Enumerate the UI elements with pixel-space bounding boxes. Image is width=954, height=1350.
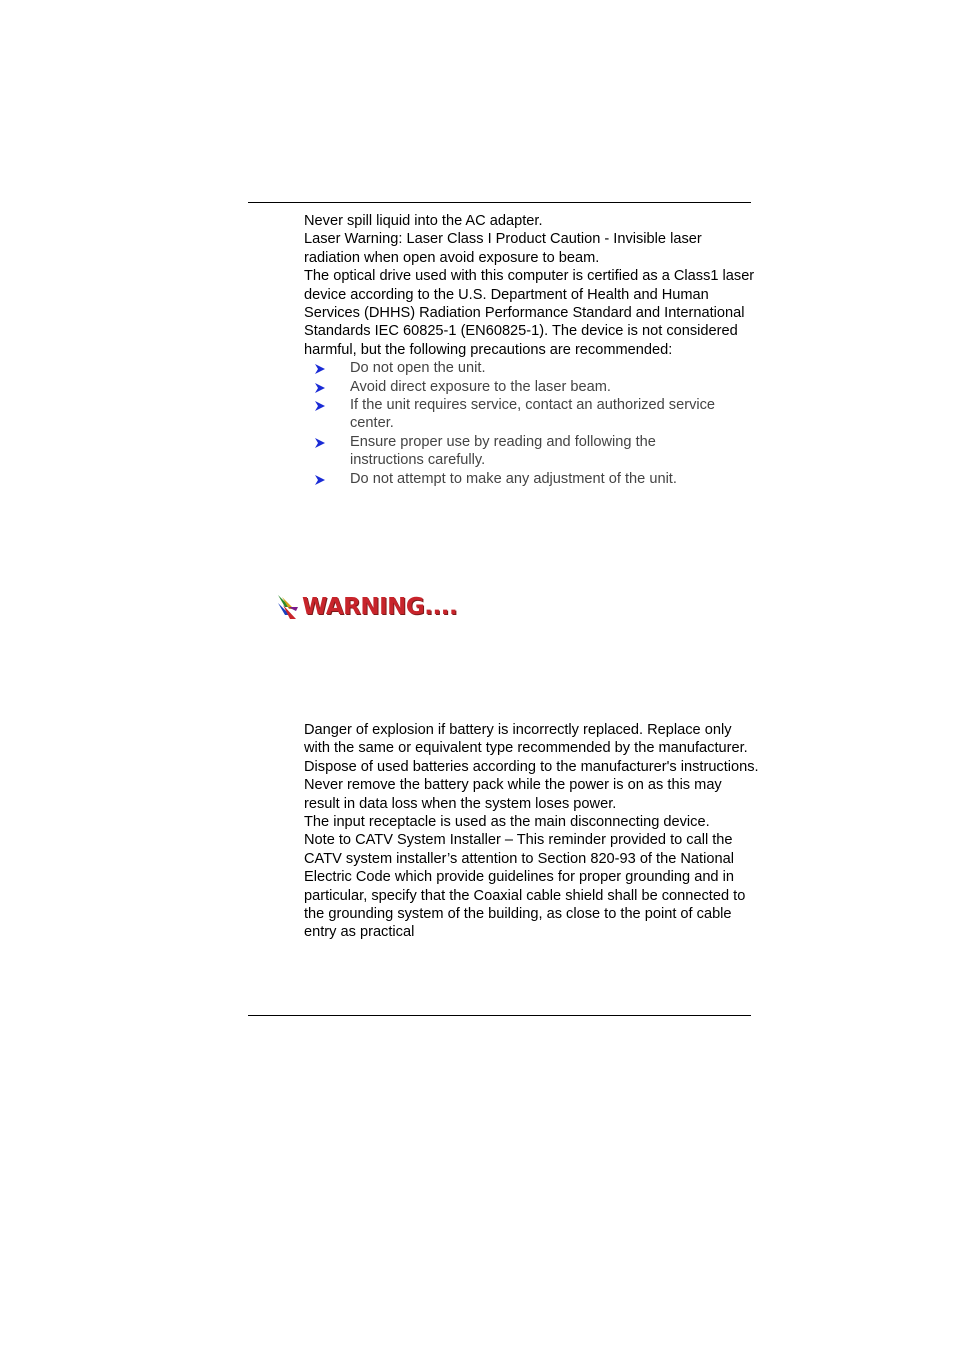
precautions-list (304, 359, 760, 488)
arrow-bullet-icon (314, 363, 326, 375)
warning-arrows-icon (276, 593, 300, 621)
list-item-text: Avoid direct exposure to the laser beam. (350, 378, 611, 395)
bottom-divider (248, 1015, 751, 1016)
list-item (304, 378, 730, 396)
list-item-text: If the unit requires service, contact an authorized service center. (350, 397, 716, 432)
warning-heading (276, 590, 457, 624)
list-item-text: Do not open the unit. (350, 360, 486, 377)
list-item (304, 470, 730, 488)
paragraph-input-receptacle: The input receptacle is used as the main disconnecting device. (304, 814, 710, 831)
paragraph-ac-adapter: Never spill liquid into the AC adapter. (304, 213, 543, 229)
list-item (304, 396, 730, 433)
laser-safety-section (304, 212, 760, 488)
list-item-text: Do not attempt to make any adjustment of the unit. (350, 470, 677, 487)
paragraph-battery: Danger of explosion if battery is incorrectly replaced. Replace only with the same or equivalent type recommended by the manufacturer. Dispose of used batteries according to the manufacturer's instructions. Never remove the battery pack while the power is on as this may result in data loss when the system loses power. (304, 722, 759, 812)
arrow-bullet-icon (314, 400, 326, 412)
warning-label: WARNING.... (302, 594, 458, 620)
list-item (304, 359, 730, 377)
arrow-bullet-icon (314, 437, 326, 449)
paragraph-laser-warning: Laser Warning: Laser Class I Product Caution - Invisible laser radiation when open avoid exposure to beam. (304, 231, 702, 266)
top-divider (248, 202, 751, 203)
arrow-bullet-icon (314, 382, 326, 394)
list-item-text: Ensure proper use by reading and following the instructions carefully. (350, 433, 656, 469)
paragraph-optical-drive: The optical drive used with this computer is certified as a Class1 laser device according to the U.S. Department of Health and Human Services (DHHS) Radiation Performance Standard and International Standards IEC 60825-1 (EN60825-1). The device is not considered harmful, but the following precautions are recommended: (304, 268, 755, 358)
list-item (304, 433, 730, 470)
battery-safety-section (304, 721, 760, 942)
arrow-bullet-icon (314, 474, 326, 486)
paragraph-catv-note: Note to CATV System Installer – This reminder provided to call the CATV system installer’s attention to Section 820-93 of the National Electric Code which provide guidelines for proper grounding and in particular, specify that the Coaxial cable shield shall be connected to the grounding system of the building, as close to the point of cable entry as practical (304, 832, 746, 941)
